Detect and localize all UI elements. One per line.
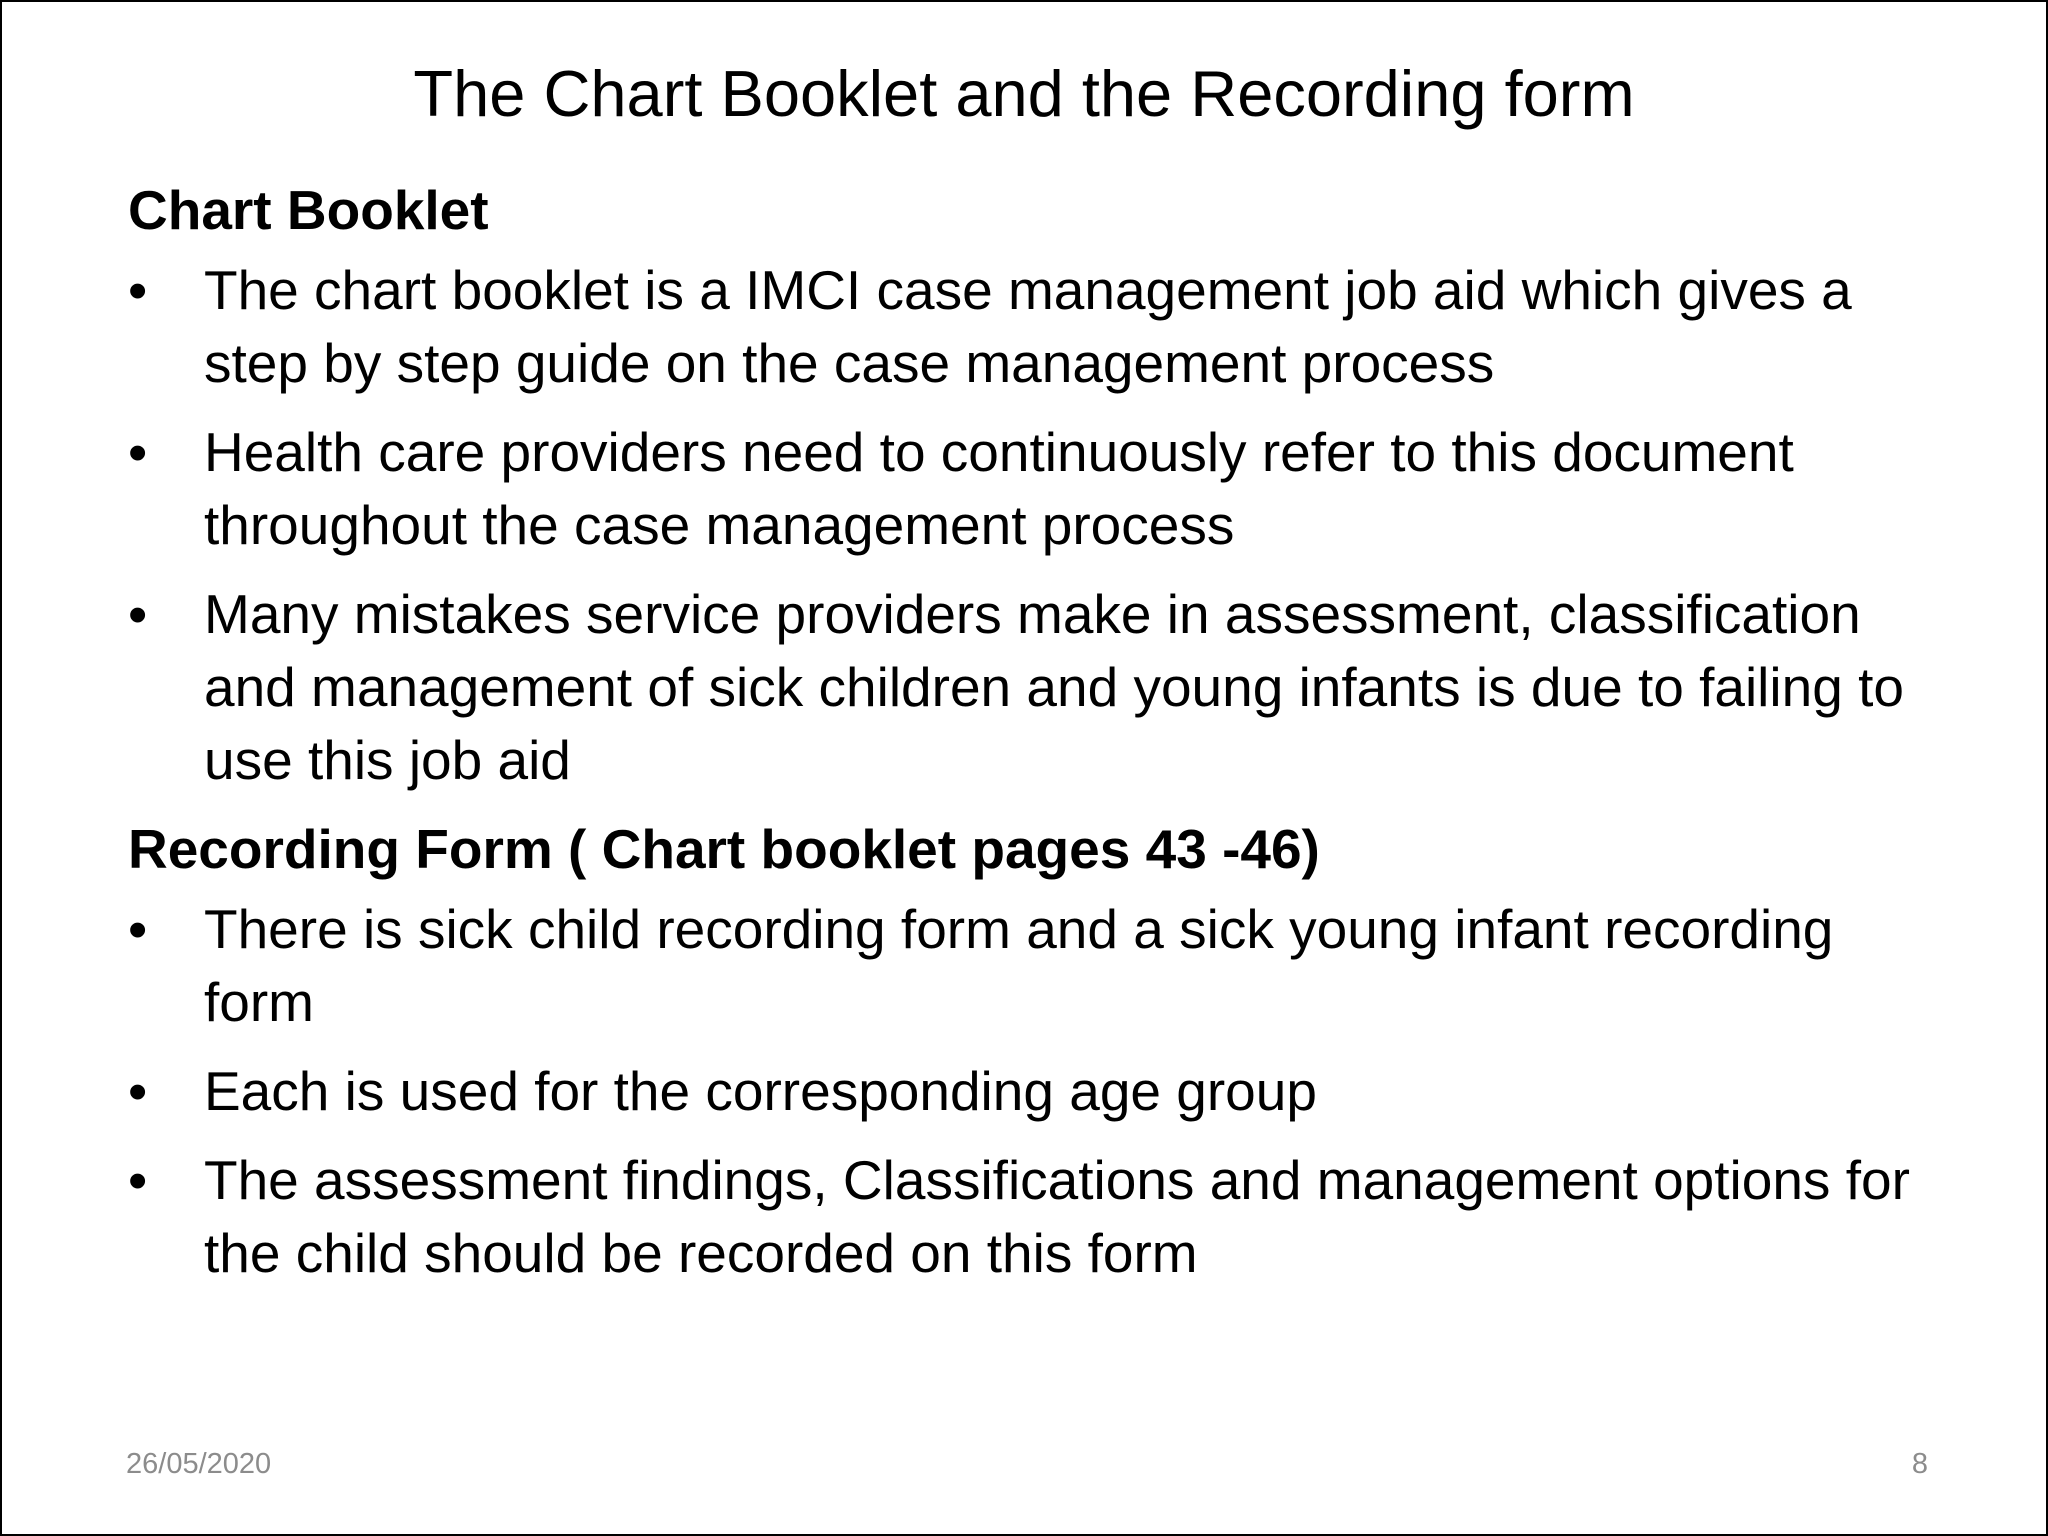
bullet-text: There is sick child recording form and a sick young infant recording form bbox=[204, 898, 1834, 1033]
bullet-item bbox=[128, 893, 1928, 1039]
slide-content bbox=[128, 174, 1928, 1306]
footer-date: 26/05/2020 bbox=[126, 1448, 272, 1480]
section-recording-form bbox=[128, 813, 1928, 1290]
bullet-marker: • bbox=[128, 1149, 148, 1211]
bullet-item bbox=[128, 578, 1928, 797]
bullet-marker: • bbox=[128, 259, 148, 321]
section-heading: Recording Form ( Chart booklet pages 43 -46) bbox=[128, 818, 1320, 880]
bullet-marker: • bbox=[128, 421, 148, 483]
bullet-text: Each is used for the corresponding age group bbox=[204, 1060, 1317, 1122]
slide-title: The Chart Booklet and the Recording form bbox=[413, 57, 1635, 130]
bullet-item bbox=[128, 1055, 1928, 1128]
bullet-item bbox=[128, 254, 1928, 400]
bullet-list bbox=[128, 254, 1928, 797]
section-heading: Chart Booklet bbox=[128, 179, 489, 241]
bullet-text: The assessment findings, Classifications and management options for the child should be recorded on this form bbox=[204, 1149, 1910, 1284]
bullet-item bbox=[128, 1144, 1928, 1290]
bullet-text: Health care providers need to continuously refer to this document throughout the case management process bbox=[204, 421, 1794, 556]
bullet-text: The chart booklet is a IMCI case management job aid which gives a step by step guide on the case management process bbox=[204, 259, 1852, 394]
footer-page-number: 8 bbox=[1911, 1448, 1928, 1480]
bullet-item bbox=[128, 416, 1928, 562]
bullet-text: Many mistakes service providers make in assessment, classification and management of sick children and young infants is due to failing to use this job aid bbox=[204, 583, 1904, 791]
bullet-list bbox=[128, 893, 1928, 1290]
section-chart-booklet bbox=[128, 174, 1928, 797]
bullet-marker: • bbox=[128, 583, 148, 645]
bullet-marker: • bbox=[128, 1060, 148, 1122]
bullet-marker: • bbox=[128, 898, 148, 960]
